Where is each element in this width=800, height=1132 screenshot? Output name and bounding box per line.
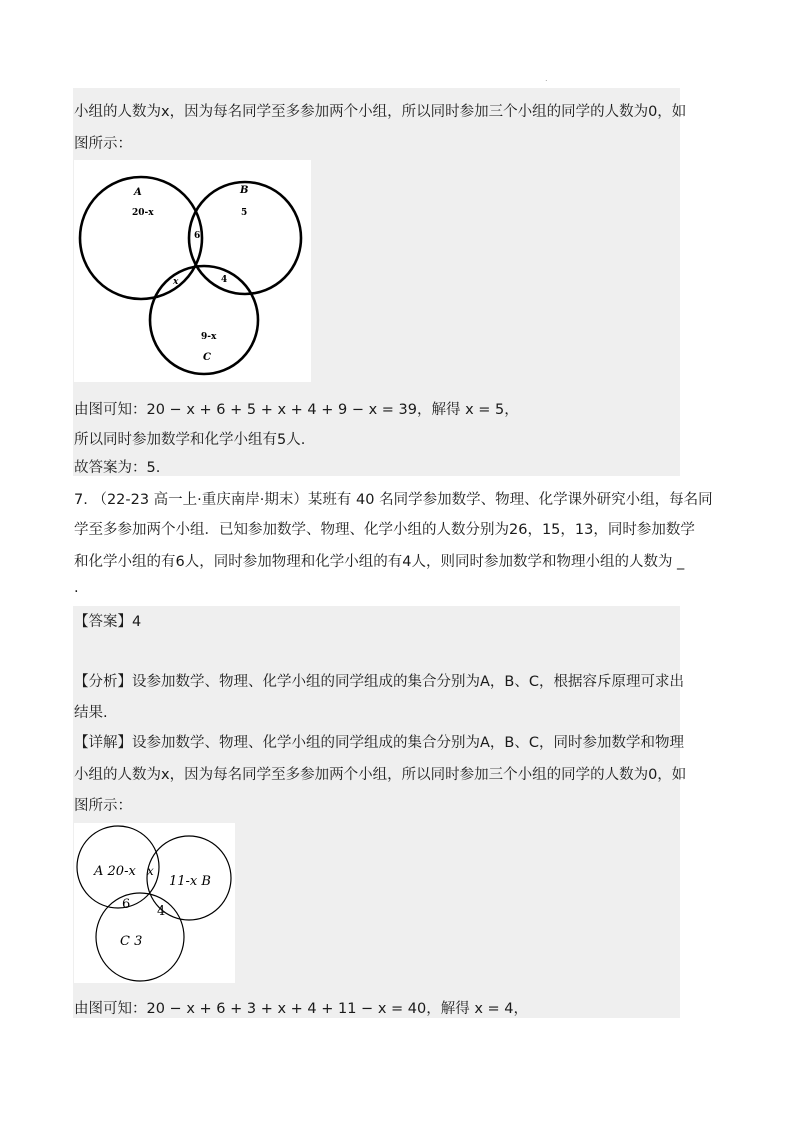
region-c: 9-x bbox=[201, 332, 217, 342]
region-bc-2: 4 bbox=[157, 904, 166, 919]
p1-line4: 所以同时参加数学和化学小组有5人. bbox=[74, 432, 306, 448]
label-c: C bbox=[203, 352, 211, 363]
p1-line1: 小组的人数为x，因为每名同学至多参加两个小组，所以同时参加三个小组的同学的人数为0，如 bbox=[74, 104, 687, 120]
label-b: B bbox=[240, 185, 249, 196]
answer-line: 【答案】4 bbox=[74, 614, 142, 630]
top-mark: . bbox=[545, 74, 548, 83]
region-ac: x bbox=[173, 277, 179, 287]
final-line: 由图可知：20 − x + 6 + 3 + x + 4 + 11 − x = 40，解得 x = 4， bbox=[74, 1001, 528, 1017]
region-ac-2: 6 bbox=[122, 897, 131, 912]
detail-line3: 图所示： bbox=[74, 798, 132, 814]
p1-line5: 故答案为：5. bbox=[74, 460, 161, 476]
region-ab-2: x bbox=[147, 864, 154, 878]
region-b-2: 11-x B bbox=[169, 874, 211, 889]
q7-line2: 学至多参加两个小组．已知参加数学、物理、化学小组的人数分别为26，15，13，同时参加数学 bbox=[74, 522, 695, 538]
detail-line1: 【详解】设参加数学、物理、化学小组的同学组成的集合分别为A，B、C，同时参加数学和物理 bbox=[74, 735, 684, 751]
region-bc: 4 bbox=[221, 275, 228, 285]
analysis-line1: 【分析】设参加数学、物理、化学小组的同学组成的集合分别为A，B、C，根据容斥原理可求出 bbox=[74, 674, 684, 690]
region-b: 5 bbox=[241, 208, 248, 218]
venn-figure-2 bbox=[74, 823, 235, 983]
q7-line1: 7. （22-23 高一上·重庆南岸·期末）某班有 40 名同学参加数学、物理、化学课外研究小组，每名同 bbox=[74, 492, 713, 508]
venn-figure-1 bbox=[74, 160, 311, 382]
detail-line2: 小组的人数为x，因为每名同学至多参加两个小组，所以同时参加三个小组的同学的人数为0，如 bbox=[74, 767, 687, 783]
label-a: A bbox=[134, 187, 142, 198]
region-a: 20-x bbox=[132, 208, 154, 218]
p1-line3: 由图可知：20 − x + 6 + 5 + x + 4 + 9 − x = 39，解得 x = 5， bbox=[74, 402, 519, 418]
region-c-2: C 3 bbox=[120, 934, 143, 949]
region-ab: 6 bbox=[194, 231, 201, 241]
q7-line3: 和化学小组的有6人，同时参加物理和化学小组的有4人，则同时参加数学和物理小组的人数为 _ bbox=[74, 554, 685, 570]
p1-line2: 图所示： bbox=[74, 136, 132, 152]
q7-line4: . bbox=[74, 580, 79, 596]
analysis-line2: 结果. bbox=[74, 705, 108, 721]
region-a-2: A 20-x bbox=[94, 864, 136, 879]
